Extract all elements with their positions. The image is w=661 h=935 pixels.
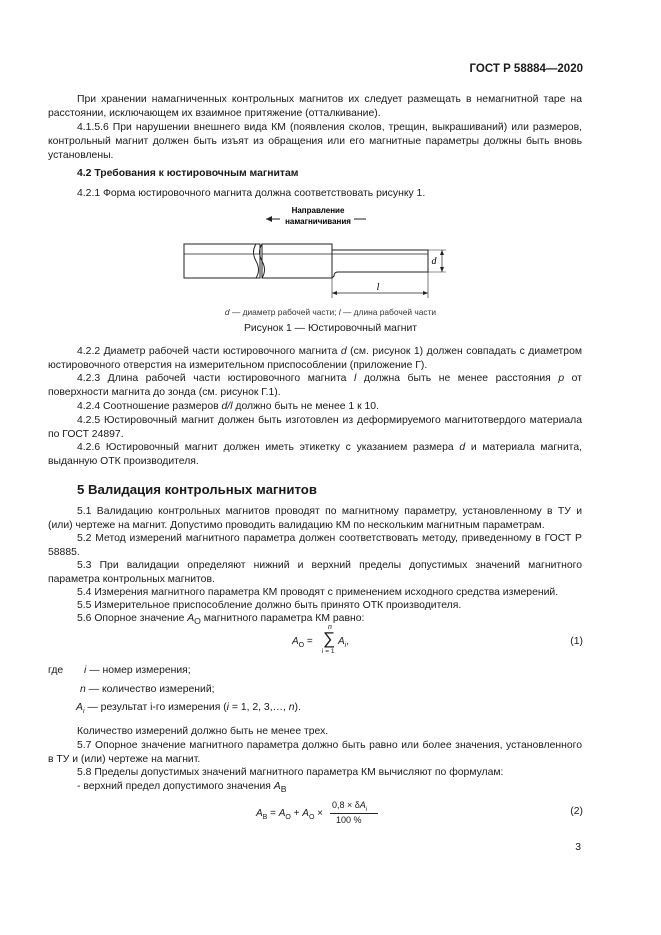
figure-1-magnet-drawing xyxy=(176,204,446,302)
section-heading-5: 5 Валидация контрольных магнитов xyxy=(77,482,317,497)
document-header: ГОСТ Р 58884—2020 xyxy=(469,63,583,75)
paragraph-count-note: Количество измерений должно быть не менее трех. xyxy=(77,726,329,737)
equation-2: $A_В = A_О + A_О$ × $0,8 \times \delta A_i$ 100 % xyxy=(256,800,396,830)
equation-1-number: (1) xyxy=(570,636,583,647)
paragraph-5-1: 5.1 Валидацию контрольных магнитов проводят по магнитному параметру, установленному в ТУ и (или) чертеже на магнит. Допустимо проводить валидацию КМ по нескольким магнитным параметрам. xyxy=(48,506,582,531)
arrow-head xyxy=(266,216,272,222)
paragraph-4-2-3: 4.2.3 Длина рабочей части юстировочного магнита l должна быть не менее расстояния p от поверхности магнита до зонда (см. рисунок Г.1). xyxy=(48,373,582,398)
paragraph-5-3: 5.3 При валидации определяют нижний и верхний пределы допустимых значений магнитного параметра контрольных магнитов. xyxy=(48,560,582,585)
legend-d-symbol: d xyxy=(224,307,230,317)
paragraph-4-2-1: 4.2.1 Форма юстировочного магнита должна соответствовать рисунку 1. xyxy=(77,188,426,199)
dim-label-l: l xyxy=(376,282,380,293)
where-i: i — номер измерения; xyxy=(84,665,191,676)
figure-caption: Рисунок 1 — Юстировочный магнит xyxy=(243,323,418,334)
arrow-label-line1: Направление xyxy=(291,206,345,215)
paragraph-5-7: 5.7 Опорное значение магнитного параметра должно быть равно или более значения, установленного в ТУ и (или) чертеже на магнит. xyxy=(48,740,582,765)
paragraph-4-2-2: 4.2.2 Диаметр рабочей части юстировочного магнита d (см. рисунок 1) должен совпадать с диаметром юстировочного отверстия на измерительном приспособлении (приложение Г). xyxy=(48,346,582,371)
legend-l-symbol: l xyxy=(338,307,341,317)
paragraph-4-2-6: 4.2.6 Юстировочный магнит должен иметь этикетку с указанием размера d и материала магнита, выданную ОТК производителя. xyxy=(48,442,582,467)
legend-l-text: — длина рабочей части xyxy=(340,307,437,317)
break-line-1 xyxy=(254,244,259,278)
paragraph-upper-limit: - верхний предел допустимого значения $A_В$ xyxy=(77,781,287,795)
page-number: 3 xyxy=(575,842,581,853)
dim-label-d: d xyxy=(431,256,437,267)
paragraph-5-8: 5.8 Пределы допустимых значений магнитного параметра КМ вычисляют по формулам: xyxy=(77,767,504,778)
paragraph-storage: При хранении намагниченных контрольных магнитов их следует размещать в немагнитной таре на расстоянии, исключающем их взаимное притяжение (отталкивание). xyxy=(48,94,582,119)
magnet-body-middle xyxy=(262,244,332,278)
paragraph-5-2: 5.2 Метод измерений магнитного параметра должен соответствовать методу, приведенному в ГОСТ Р 58885. xyxy=(48,533,582,558)
paragraph-5-5: 5.5 Измерительное приспособление должно быть принято ОТК производителя. xyxy=(77,600,462,611)
paragraph-4-1-5-6: 4.1.5.6 При нарушении внешнего вида КМ (появления сколов, трещин, выкрашиваний) или размеров, контрольный магнит должен быть изъят из обращения или его магнитные параметры должны быть вновь установлены. xyxy=(48,122,582,161)
arrow-label-line2: намагничивания xyxy=(285,217,351,226)
where-n: n — количество измерений; xyxy=(80,684,215,695)
where-label: где xyxy=(48,665,64,676)
paragraph-5-4: 5.4 Измерения магнитного параметра КМ проводят с применением исходного средства измерений. xyxy=(77,587,559,598)
legend-d-text: — диаметр рабочей части; xyxy=(229,307,339,317)
equation-1: $A_О$ = n ∑ i = 1 $A_i$, xyxy=(292,624,350,655)
paragraph-5-6: 5.6 Опорное значение $A_О$ магнитного параметра КМ равно: xyxy=(77,613,365,627)
paragraph-4-2-4: 4.2.4 Соотношение размеров d/l должно быть не менее 1 к 10. xyxy=(77,401,379,412)
figure-legend xyxy=(0,307,661,317)
equation-2-number: (2) xyxy=(570,806,583,817)
section-heading-4-2: 4.2 Требования к юстировочным магнитам xyxy=(77,168,299,179)
magnet-body-left xyxy=(184,244,260,278)
where-Ai: $A_i$ — результат i-го измерения (i = 1, 2, 3,…, n). xyxy=(76,702,301,716)
paragraph-4-2-5: 4.2.5 Юстировочный магнит должен быть изготовлен из деформируемого магнитотвердого материала по ГОСТ 24897. xyxy=(48,415,582,440)
